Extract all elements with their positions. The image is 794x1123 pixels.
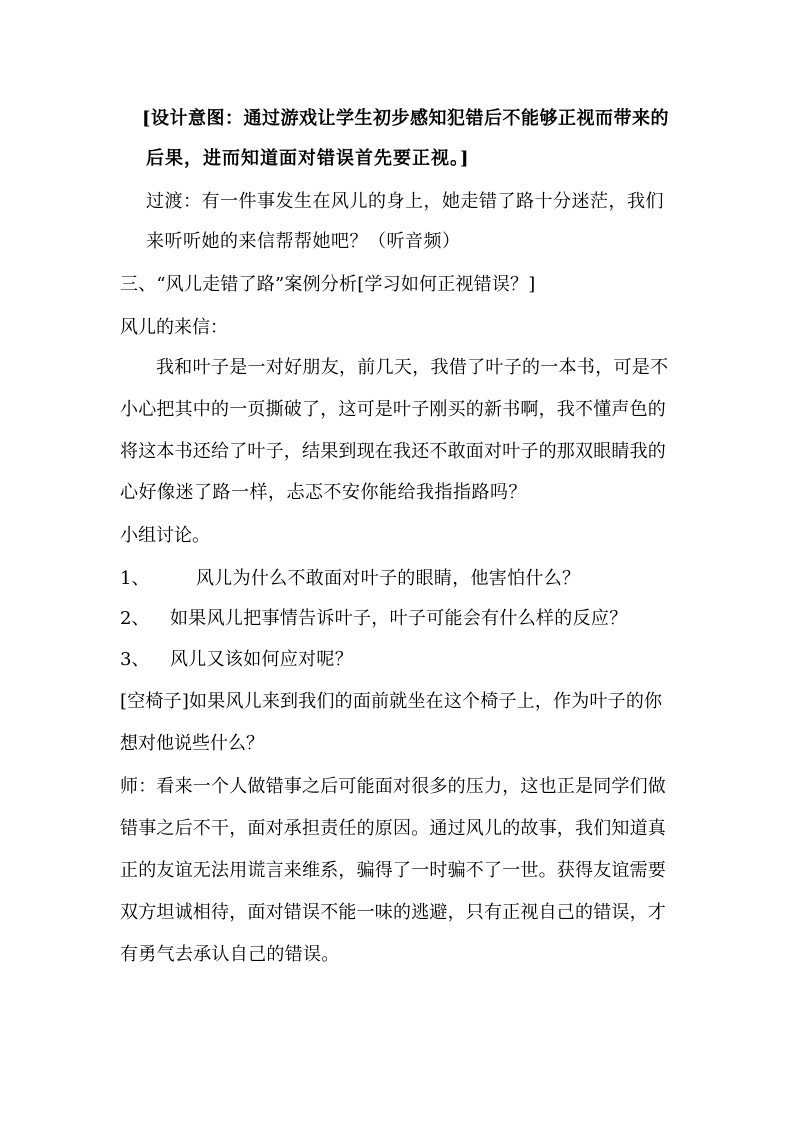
- teacher-line-2: 错事之后不干，面对承担责任的原因。通过风儿的故事，我们知道真: [120, 818, 666, 839]
- design-intent-line-1: [设计意图：通过游戏让学生初步感知犯错后不能够正视而带来的: [142, 108, 670, 129]
- question-3-number: 3、: [120, 649, 150, 670]
- letter-line-1: 我和叶子是一对好朋友，前几天，我借了叶子的一本书，可是不: [156, 357, 669, 378]
- letter-line-4: 心好像迷了路一样，忐忑不安你能给我指指路吗？: [120, 482, 527, 503]
- question-1-number: 1、: [120, 568, 150, 589]
- transition-line-1: 过渡：有一件事发生在风儿的身上，她走错了路十分迷茫，我们: [146, 191, 664, 212]
- question-2-number: 2、: [120, 608, 150, 629]
- letter-line-3: 将这本书还给了叶子，结果到现在我还不敢面对叶子的那双眼睛我的: [120, 441, 666, 462]
- question-1-text: 风儿为什么不敢面对叶子的眼睛，他害怕什么？: [196, 568, 581, 589]
- group-discussion: 小组讨论。: [120, 525, 210, 546]
- transition-line-2: 来听听她的来信帮帮她吧？（听音频）: [146, 231, 461, 252]
- empty-chair-line-2: 想对他说些什么？: [120, 733, 264, 754]
- teacher-line-5: 有勇气去承认自己的错误。: [120, 944, 340, 965]
- letter-line-2: 小心把其中的一页撕破了，这可是叶子刚买的新书啊，我不懂声色的: [120, 399, 666, 420]
- teacher-line-4: 双方坦诚相待，面对错误不能一味的逃避，只有正视自己的错误，才: [120, 902, 666, 923]
- design-intent-line-2: 后果，进而知道面对错误首先要正视。]: [146, 148, 470, 169]
- letter-title: 风儿的来信：: [120, 317, 228, 338]
- teacher-line-1: 师：看来一个人做错事之后可能面对很多的压力，这也正是同学们做: [120, 776, 666, 797]
- empty-chair-line-1: [空椅子]如果风儿来到我们的面前就坐在这个椅子上，作为叶子的你: [120, 691, 663, 712]
- teacher-line-3: 正的友谊无法用谎言来维系，骗得了一时骗不了一世。获得友谊需要: [120, 860, 666, 881]
- question-3-text: 风儿又该如何应对呢？: [170, 649, 353, 670]
- question-2-text: 如果风儿把事情告诉叶子，叶子可能会有什么样的反应？: [170, 608, 628, 629]
- section-heading: 三、“风儿走错了路”案例分析[学习如何正视错误？]: [120, 274, 536, 295]
